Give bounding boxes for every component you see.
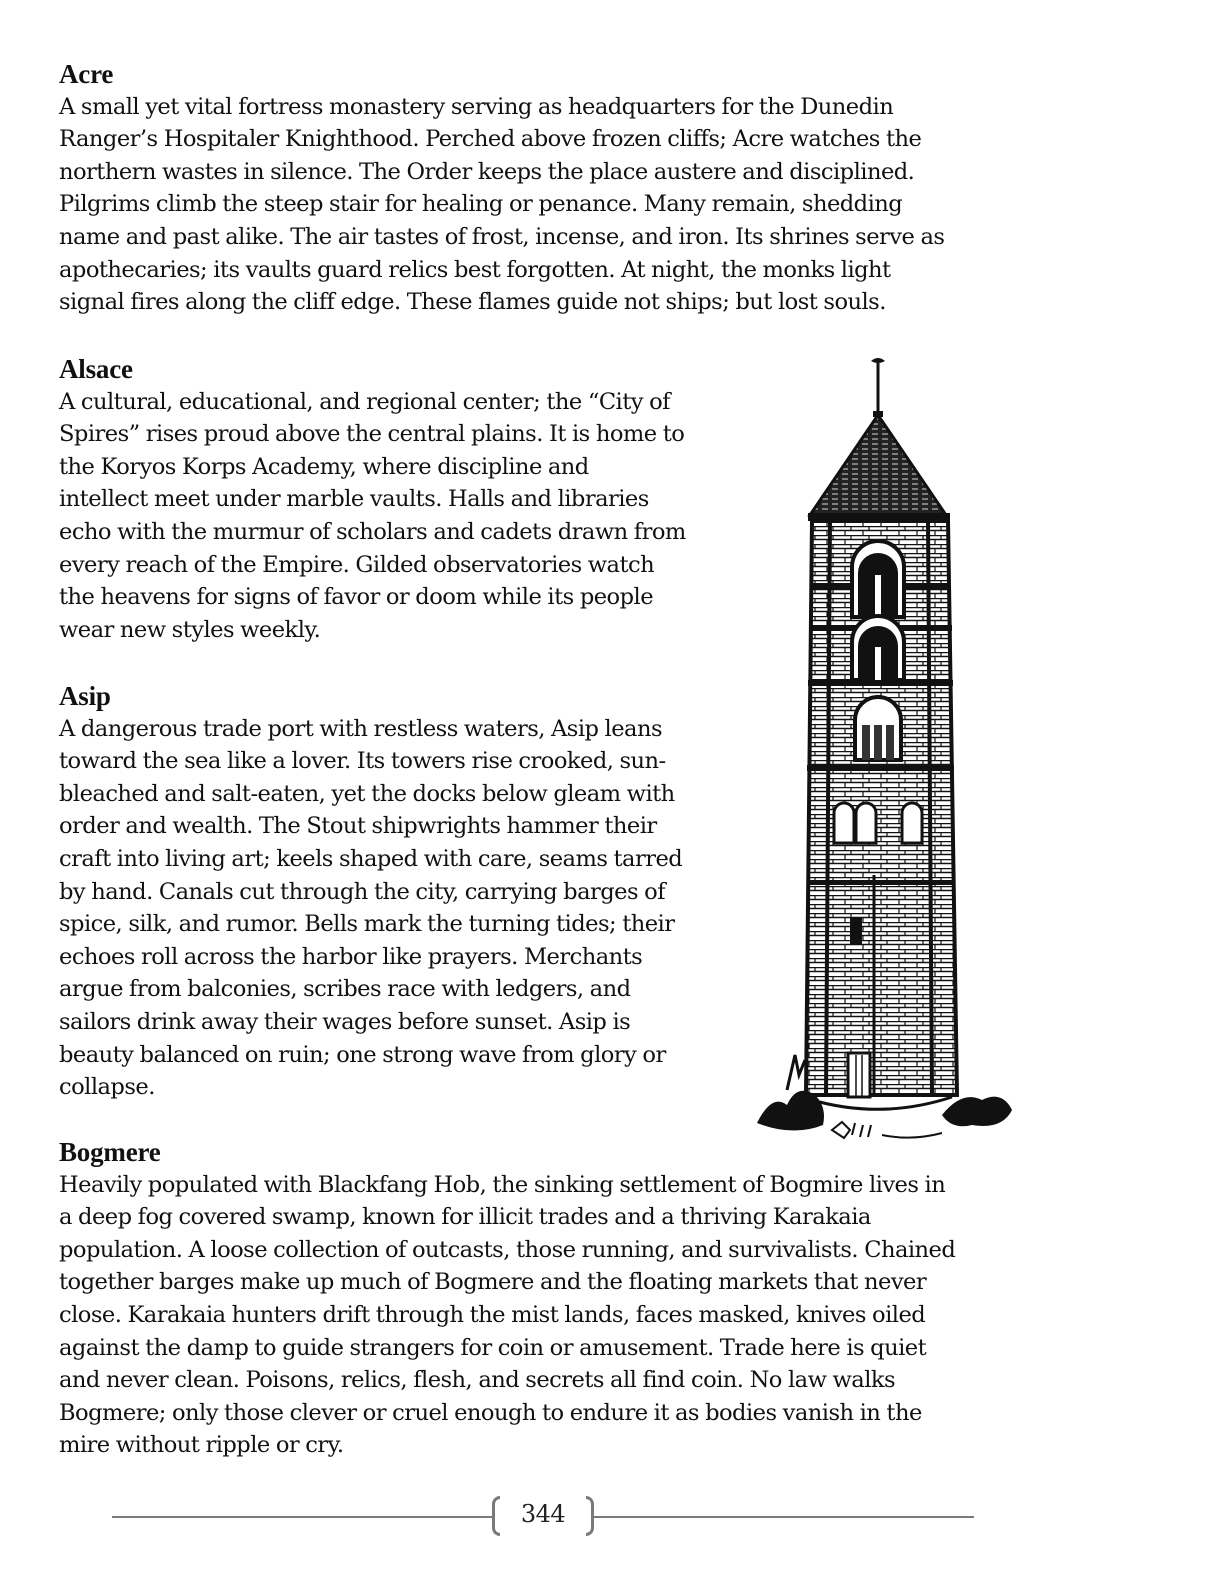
body-line: toward the sea like a lover. Its towers rise crooked, sun- (59, 748, 666, 775)
body-line: echo with the murmur of scholars and cadets drawn from (59, 518, 686, 545)
body-line: spice, silk, and rumor. Bells mark the turning tides; their (59, 911, 675, 938)
body-line: A cultural, educational, and regional center; the “City of (59, 388, 670, 415)
body-line: name and past alike. The air tastes of frost, incense, and iron. Its shrines serve as (59, 223, 945, 250)
body-line: signal fires along the cliff edge. These flames guide not ships; but lost souls. (59, 289, 886, 316)
footer-rule-left (112, 1516, 492, 1518)
body-line: close. Karakaia hunters drift through the mist lands, faces masked, knives oiled (59, 1301, 926, 1328)
entry-acre (59, 58, 944, 319)
body-line: population. A loose collection of outcasts, those running, and survivalists. Chained (59, 1236, 956, 1263)
body-line: by hand. Canals cut through the city, carrying barges of (59, 878, 666, 905)
body-line: craft into living art; keels shaped with care, seams tarred (59, 845, 683, 872)
entry-alsace (59, 353, 686, 646)
entry-body (59, 91, 944, 319)
body-line: bleached and salt-eaten, yet the docks below gleam with (59, 780, 675, 807)
body-line: the heavens for signs of favor or doom while its people (59, 584, 654, 611)
body-line: every reach of the Empire. Gilded observatories watch (59, 551, 655, 578)
body-line: Bogmere; only those clever or cruel enough to endure it as bodies vanish in the (59, 1399, 922, 1426)
entry-body (59, 386, 686, 647)
body-line: beauty balanced on ruin; one strong wave from glory or (59, 1041, 666, 1068)
entry-title: Alsace (59, 354, 133, 384)
body-line: intellect meet under marble vaults. Halls and libraries (59, 486, 649, 513)
footer-rule-right (594, 1516, 974, 1518)
body-line: wear new styles weekly. (59, 616, 321, 643)
body-line: order and wealth. The Stout shipwrights hammer their (59, 813, 657, 840)
bell-tower-illustration (752, 355, 1017, 1150)
body-line: Ranger’s Hospitaler Knighthood. Perched above frozen cliffs; Acre watches the (59, 126, 922, 153)
entry-title: Bogmere (59, 1137, 161, 1167)
body-line: together barges make up much of Bogmere and the floating markets that never (59, 1269, 927, 1296)
entry-title: Acre (59, 59, 114, 89)
body-line: A small yet vital fortress monastery serving as headquarters for the Dunedin (59, 93, 894, 120)
bracket-close-icon (586, 1496, 594, 1536)
entry-bogmere (59, 1136, 955, 1462)
body-line: sailors drink away their wages before sunset. Asip is (59, 1008, 631, 1035)
entry-title: Asip (59, 681, 111, 711)
body-line: collapse. (59, 1074, 155, 1101)
page-number: 344 (520, 1500, 566, 1528)
entry-body (59, 713, 682, 1104)
body-line: the Koryos Korps Academy, where discipline and (59, 453, 589, 480)
body-line: argue from balconies, scribes race with ledgers, and (59, 976, 631, 1003)
body-line: northern wastes in silence. The Order keeps the place austere and disciplined. (59, 158, 915, 185)
body-line: a deep fog covered swamp, known for illicit trades and a thriving Karakaia (59, 1204, 871, 1231)
body-line: Pilgrims climb the steep stair for healing or penance. Many remain, shedding (59, 191, 903, 218)
body-line: A dangerous trade port with restless waters, Asip leans (59, 715, 662, 742)
entry-asip (59, 680, 682, 1104)
body-line: Heavily populated with Blackfang Hob, the sinking settlement of Bogmire lives in (59, 1171, 946, 1198)
body-line: Spires” rises proud above the central plains. It is home to (59, 421, 685, 448)
body-line: and never clean. Poisons, relics, flesh, and secrets all find coin. No law walks (59, 1367, 896, 1394)
body-line: against the damp to guide strangers for coin or amusement. Trade here is quiet (59, 1334, 927, 1361)
body-line: apothecaries; its vaults guard relics best forgotten. At night, the monks light (59, 256, 891, 283)
body-line: mire without ripple or cry. (59, 1432, 344, 1459)
bracket-open-icon (492, 1496, 500, 1536)
page-footer (112, 1494, 974, 1538)
entry-body (59, 1169, 955, 1462)
body-line: echoes roll across the harbor like prayers. Merchants (59, 943, 643, 970)
